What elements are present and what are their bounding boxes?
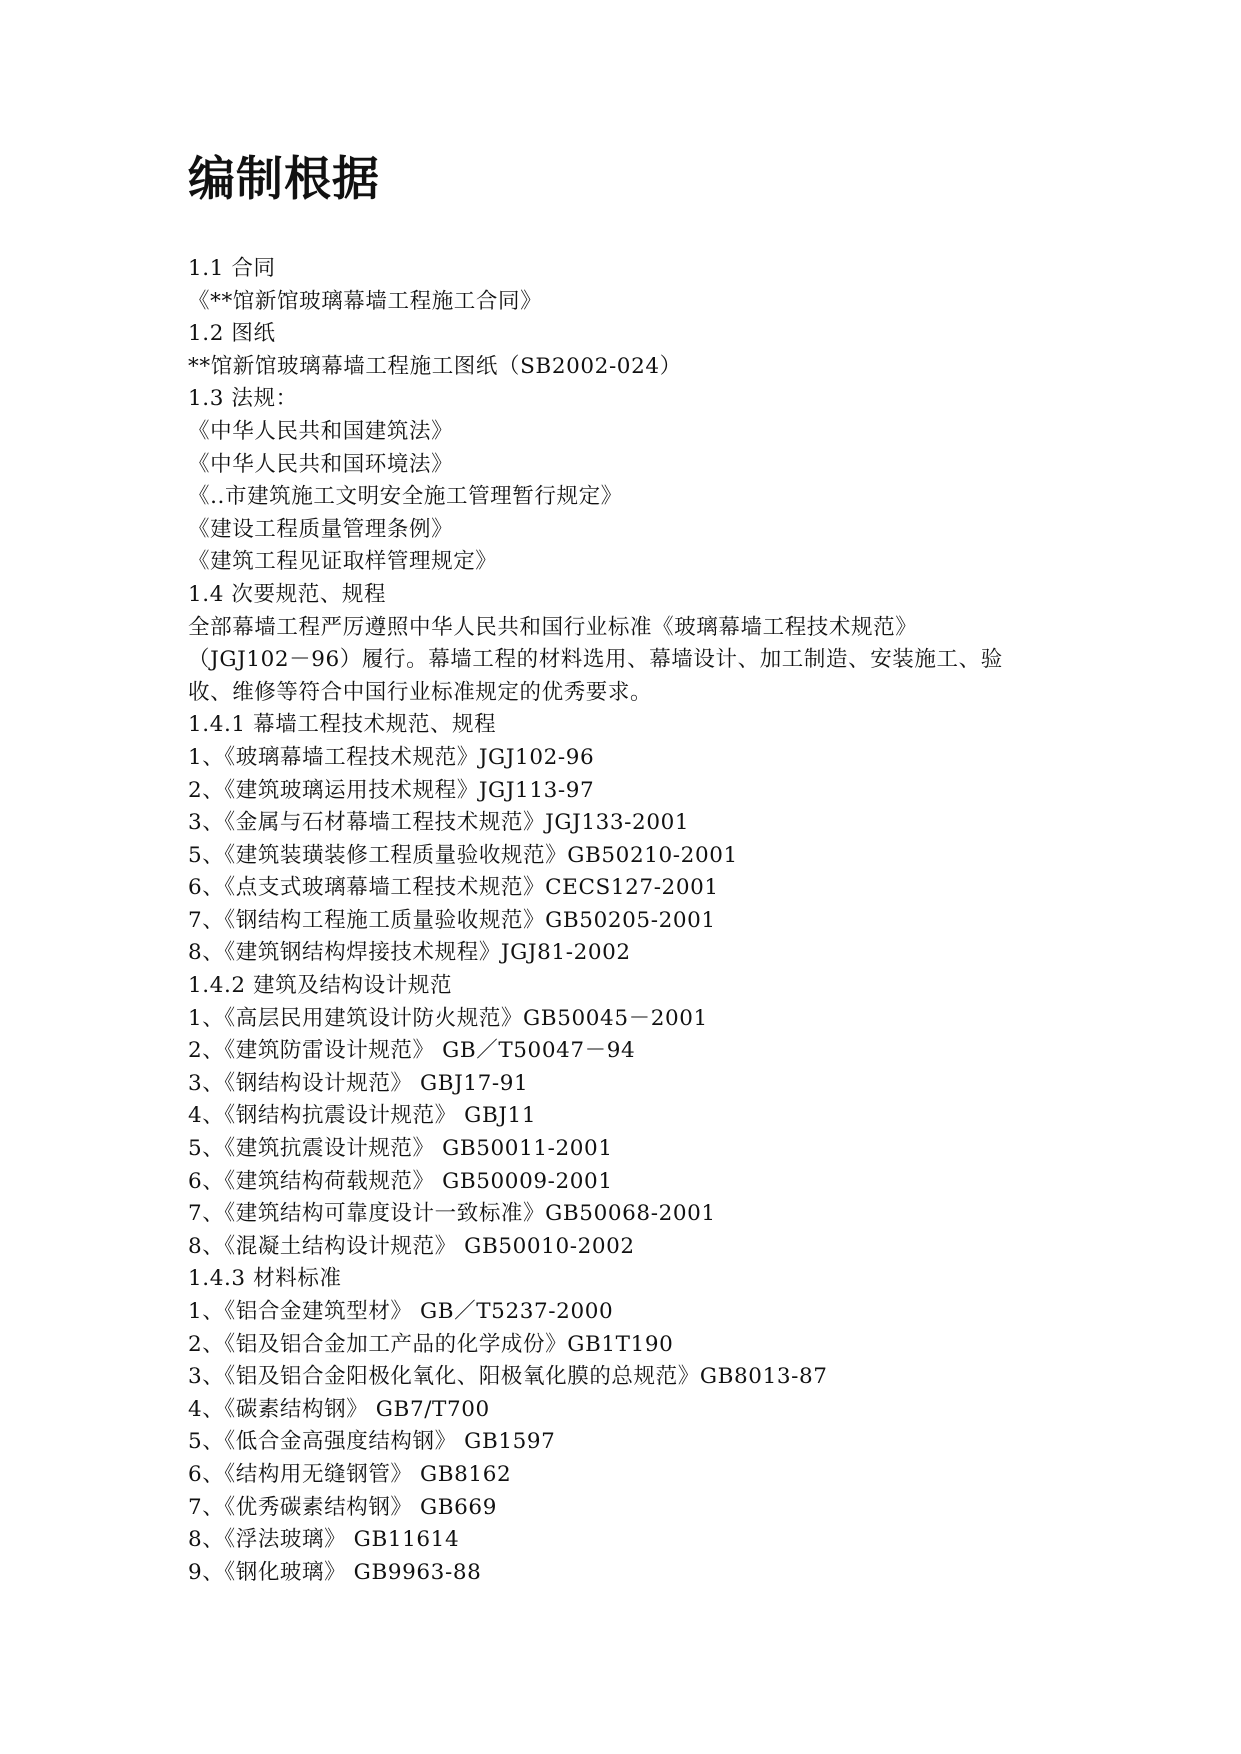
text-line: 《建筑工程见证取样管理规定》 xyxy=(188,549,498,575)
list-item: 4、《钢结构抗震设计规范》 GBJ11 xyxy=(188,1103,537,1129)
section-heading: 1.4.1 幕墙工程技术规范、规程 xyxy=(188,712,497,738)
paragraph-line: 全部幕墙工程严厉遵照中华人民共和国行业标准《玻璃幕墙工程技术规范》 xyxy=(188,614,918,640)
list-item: 7、《优秀碳素结构钢》 GB669 xyxy=(188,1494,497,1520)
paragraph-line: 收、维修等符合中国行业标准规定的优秀要求。 xyxy=(188,679,653,705)
list-item: 5、《低合金高强度结构钢》 GB1597 xyxy=(188,1429,556,1455)
list-item: 8、《混凝土结构设计规范》 GB50010-2002 xyxy=(188,1233,635,1259)
text-line: 《..市建筑施工文明安全施工管理暂行规定》 xyxy=(188,484,623,510)
text-line: **馆新馆玻璃幕墙工程施工图纸（SB2002-024） xyxy=(188,353,682,379)
list-item: 9、《钢化玻璃》 GB9963-88 xyxy=(188,1559,482,1585)
list-item: 1、《高层民用建筑设计防火规范》GB50045－2001 xyxy=(188,1005,708,1031)
section-heading: 1.4.3 材料标准 xyxy=(188,1266,342,1292)
list-item: 7、《钢结构工程施工质量验收规范》GB50205-2001 xyxy=(188,907,716,933)
section-heading: 1.4.2 建筑及结构设计规范 xyxy=(188,973,453,999)
list-item: 6、《点支式玻璃幕墙工程技术规范》CECS127-2001 xyxy=(188,875,719,901)
list-item: 3、《钢结构设计规范》 GBJ17-91 xyxy=(188,1070,529,1096)
text-line: 《**馆新馆玻璃幕墙工程施工合同》 xyxy=(188,288,543,314)
document-body xyxy=(188,253,1088,1589)
list-item: 1、《铝合金建筑型材》 GB／T5237-2000 xyxy=(188,1299,614,1324)
list-item: 3、《金属与石材幕墙工程技术规范》JGJ133-2001 xyxy=(188,810,690,836)
text-line: 《中华人民共和国环境法》 xyxy=(188,451,454,477)
list-item: 7、《建筑结构可靠度设计一致标准》GB50068-2001 xyxy=(188,1201,716,1227)
list-item: 5、《建筑装璜装修工程质量验收规范》GB50210-2001 xyxy=(188,842,738,868)
section-heading: 1.4 次要规范、规程 xyxy=(188,581,387,607)
paragraph-line: （JGJ102－96）履行。幕墙工程的材料选用、幕墙设计、加工制造、安装施工、验 xyxy=(188,647,1003,673)
list-item: 4、《碳素结构钢》 GB7/T700 xyxy=(188,1396,490,1422)
section-heading: 1.3 法规： xyxy=(188,386,298,412)
text-line: 《中华人民共和国建筑法》 xyxy=(188,418,454,444)
text-line: 《建设工程质量管理条例》 xyxy=(188,516,454,542)
list-item: 1、《玻璃幕墙工程技术规范》JGJ102-96 xyxy=(188,744,595,770)
list-item: 6、《建筑结构荷载规范》 GB50009-2001 xyxy=(188,1168,613,1194)
page-title: 编制根据 xyxy=(188,152,380,207)
list-item: 8、《建筑钢结构焊接技术规程》JGJ81-2002 xyxy=(188,940,631,966)
list-item: 8、《浮法玻璃》 GB11614 xyxy=(188,1527,460,1553)
section-heading: 1.2 图纸 xyxy=(188,321,276,347)
list-item: 5、《建筑抗震设计规范》 GB50011-2001 xyxy=(188,1136,613,1162)
list-item: 2、《建筑玻璃运用技术规程》JGJ113-97 xyxy=(188,777,595,803)
section-heading: 1.1 合同 xyxy=(188,256,276,281)
list-item: 3、《铝及铝合金阳极化氧化、阳极氧化膜的总规范》GB8013-87 xyxy=(188,1364,828,1390)
list-item: 2、《铝及铝合金加工产品的化学成份》GB1T190 xyxy=(188,1331,674,1357)
list-item: 6、《结构用无缝钢管》 GB8162 xyxy=(188,1461,512,1487)
list-item: 2、《建筑防雷设计规范》 GB／T50047－94 xyxy=(188,1038,636,1064)
body-paragraph xyxy=(188,612,1068,710)
